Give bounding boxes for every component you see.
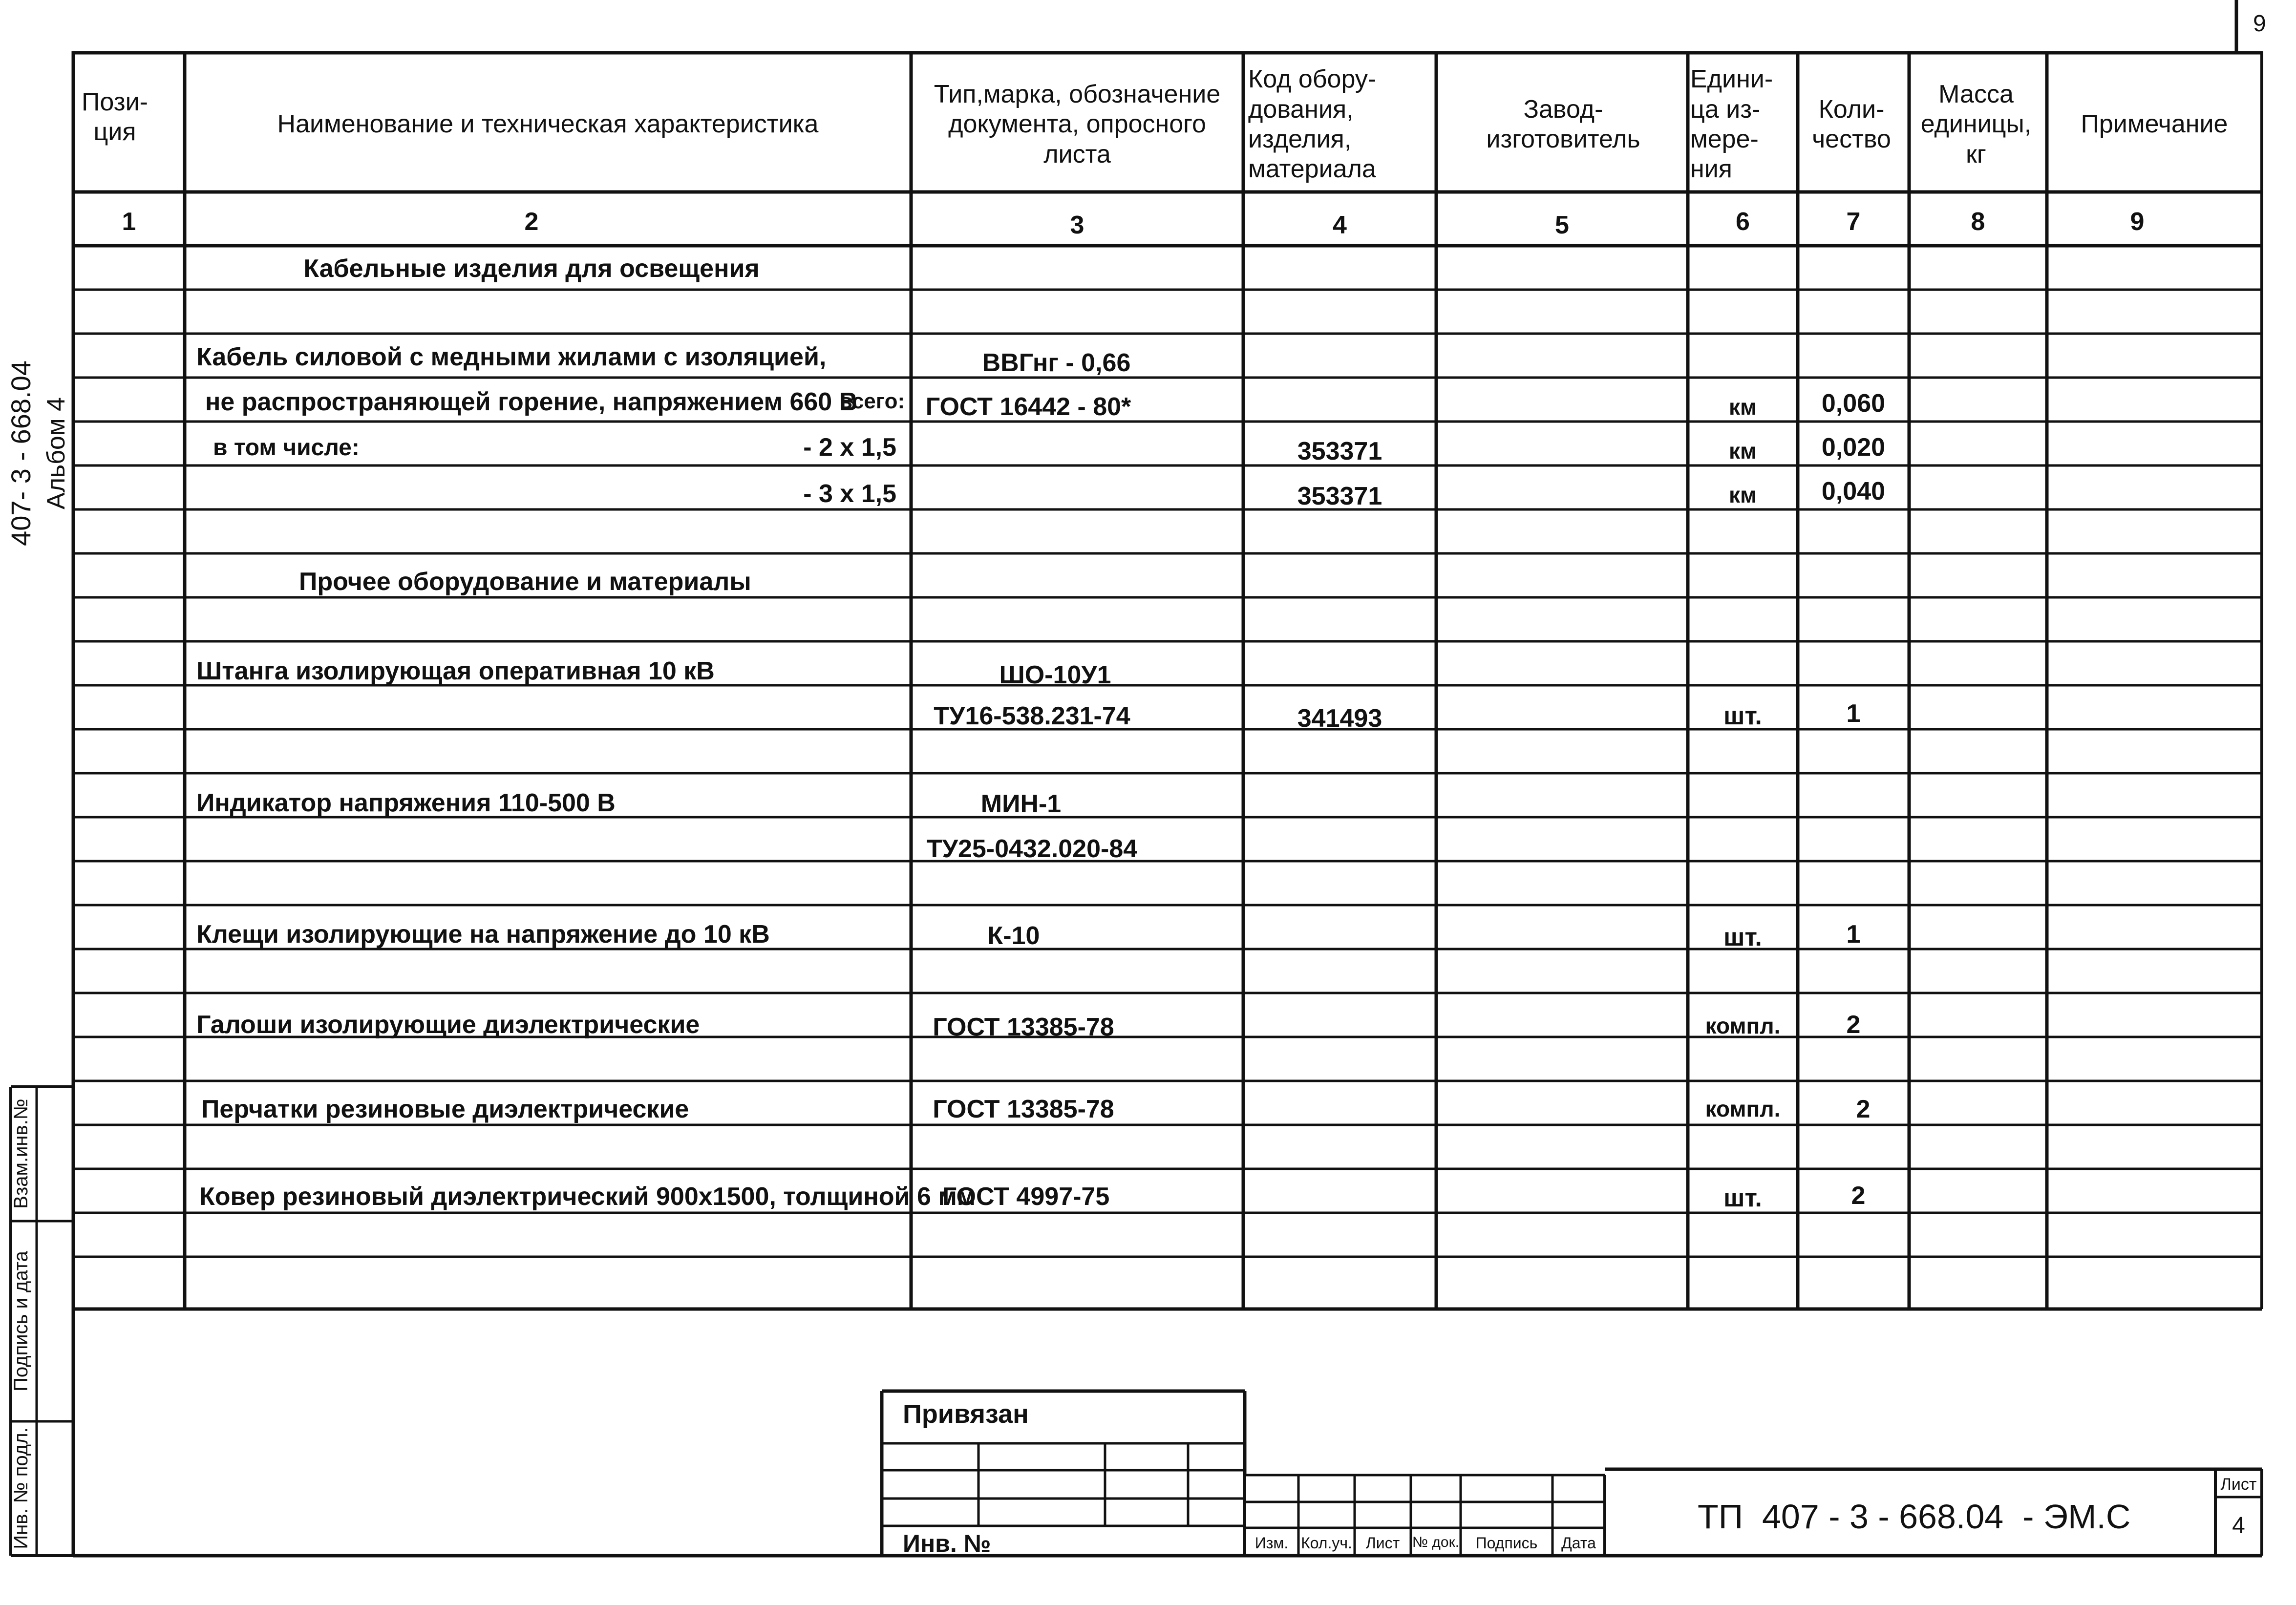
cable-type: ВВГнг - 0,66 bbox=[982, 349, 1131, 377]
header-type: Тип,марка, обозначение документа, опросного листа bbox=[934, 80, 1221, 169]
galoshes-name: Галоши изолирующие диэлектрические bbox=[196, 1011, 700, 1039]
col-number-2: 2 bbox=[524, 208, 539, 236]
clamp-quantity: 1 bbox=[1846, 920, 1861, 949]
stamp-col-signature: Подпись bbox=[1475, 1534, 1538, 1552]
rod-unit: шт. bbox=[1723, 702, 1762, 730]
col-number-4: 4 bbox=[1333, 211, 1347, 239]
col-number-1: 1 bbox=[122, 208, 136, 236]
col-number-6: 6 bbox=[1736, 208, 1750, 236]
sub-cable-1-code: 353371 bbox=[1297, 437, 1382, 465]
header-manufacturer: Завод- изготовитель bbox=[1486, 95, 1640, 153]
section-title-other: Прочее оборудование и материалы bbox=[299, 568, 751, 596]
bound-label: Привязан bbox=[903, 1399, 1029, 1429]
clamp-name: Клещи изолирующие на напряжение до 10 кВ bbox=[196, 920, 770, 949]
inv-number-label: Инв. № bbox=[903, 1530, 991, 1557]
side-field-signature-date: Подпись и дата bbox=[10, 1251, 32, 1392]
mat-unit: шт. bbox=[1723, 1184, 1762, 1212]
indicator-type: МИН-1 bbox=[980, 790, 1062, 818]
corner-sheet-number: 9 bbox=[2253, 11, 2266, 37]
gloves-unit: компл. bbox=[1705, 1096, 1781, 1121]
rod-code: 341493 bbox=[1297, 704, 1382, 733]
indicator-name: Индикатор напряжения 110-500 В bbox=[196, 789, 616, 817]
col-number-5: 5 bbox=[1555, 211, 1569, 239]
col-number-3: 3 bbox=[1070, 211, 1084, 239]
mat-name: Ковер резиновый диэлектрический 900х1500, толщиной 6 мм bbox=[199, 1183, 976, 1211]
clamp-type: К-10 bbox=[987, 922, 1040, 950]
mat-gost: ГОСТ 4997-75 bbox=[942, 1183, 1110, 1211]
header-position: Пози- ция bbox=[82, 87, 148, 146]
side-field-replace-inv: Взам.инв.№ bbox=[10, 1098, 32, 1209]
gloves-quantity: 2 bbox=[1856, 1095, 1871, 1123]
rod-name: Штанга изолирующая оперативная 10 кВ bbox=[196, 657, 715, 685]
sub-cable-2: - 3 х 1,5 bbox=[803, 480, 896, 508]
rod-tu: ТУ16-538.231-74 bbox=[934, 702, 1130, 730]
gloves-name: Перчатки резиновые диэлектрические bbox=[201, 1095, 689, 1123]
cable-quantity: 0,060 bbox=[1821, 389, 1886, 418]
cable-name-line1: Кабель силовой с медными жилами с изоляцией, bbox=[196, 343, 827, 371]
col-number-8: 8 bbox=[1971, 208, 1985, 236]
header-code: Код обору- дования, изделия, материала bbox=[1248, 65, 1377, 184]
sub-cable-2-unit: км bbox=[1728, 482, 1757, 507]
header-quantity: Коли- чество bbox=[1812, 95, 1891, 153]
sub-cable-1: - 2 х 1,5 bbox=[803, 433, 896, 462]
galoshes-gost: ГОСТ 13385-78 bbox=[933, 1013, 1114, 1041]
sheet-number: 4 bbox=[2232, 1513, 2245, 1539]
rod-quantity: 1 bbox=[1846, 699, 1861, 728]
cable-name-line2: не распространяющей горение, напряжением 660 В bbox=[205, 388, 858, 416]
col-number-9: 9 bbox=[2130, 208, 2145, 236]
document-code: ТП 407 - 3 - 668.04 - ЭМ.С bbox=[1698, 1498, 2131, 1536]
gloves-gost: ГОСТ 13385-78 bbox=[933, 1095, 1114, 1123]
sub-cable-2-quantity: 0,040 bbox=[1821, 477, 1886, 506]
mat-quantity: 2 bbox=[1851, 1182, 1866, 1210]
indicator-tu: ТУ25-0432.020-84 bbox=[926, 835, 1138, 863]
cable-total-label: всего: bbox=[839, 389, 905, 413]
sub-cable-2-code: 353371 bbox=[1297, 482, 1382, 510]
rod-type: ШО-10У1 bbox=[999, 661, 1111, 689]
cable-unit: км bbox=[1728, 394, 1757, 420]
galoshes-unit: компл. bbox=[1705, 1013, 1781, 1038]
header-note: Примечание bbox=[2081, 110, 2228, 139]
stamp-col-change: Изм. bbox=[1254, 1534, 1289, 1552]
stamp-col-date: Дата bbox=[1561, 1534, 1596, 1552]
including-label: в том числе: bbox=[213, 435, 360, 461]
cable-gost: ГОСТ 16442 - 80* bbox=[925, 393, 1131, 421]
sub-cable-1-unit: км bbox=[1728, 438, 1757, 464]
clamp-unit: шт. bbox=[1723, 923, 1762, 951]
side-stamp-line1: 407- 3 - 668.04 bbox=[5, 360, 36, 546]
side-stamp-line2: Альбом 4 bbox=[42, 397, 70, 509]
stamp-col-sheet: Лист bbox=[1365, 1534, 1400, 1552]
header-unit: Едини- ца из- мере- ния bbox=[1690, 65, 1773, 184]
header-mass: Масса единицы, кг bbox=[1920, 80, 2032, 169]
sheet-label: Лист bbox=[2220, 1475, 2257, 1494]
sub-cable-1-quantity: 0,020 bbox=[1821, 433, 1886, 462]
galoshes-quantity: 2 bbox=[1846, 1011, 1861, 1039]
stamp-col-doc: № док. bbox=[1412, 1534, 1460, 1550]
side-field-orig-inv: Инв. № подл. bbox=[10, 1427, 32, 1549]
section-title-cables: Кабельные изделия для освещения bbox=[303, 254, 760, 283]
header-name: Наименование и техническая характеристика bbox=[277, 110, 819, 139]
col-number-7: 7 bbox=[1846, 208, 1861, 236]
stamp-col-count: Кол.уч. bbox=[1301, 1534, 1352, 1552]
